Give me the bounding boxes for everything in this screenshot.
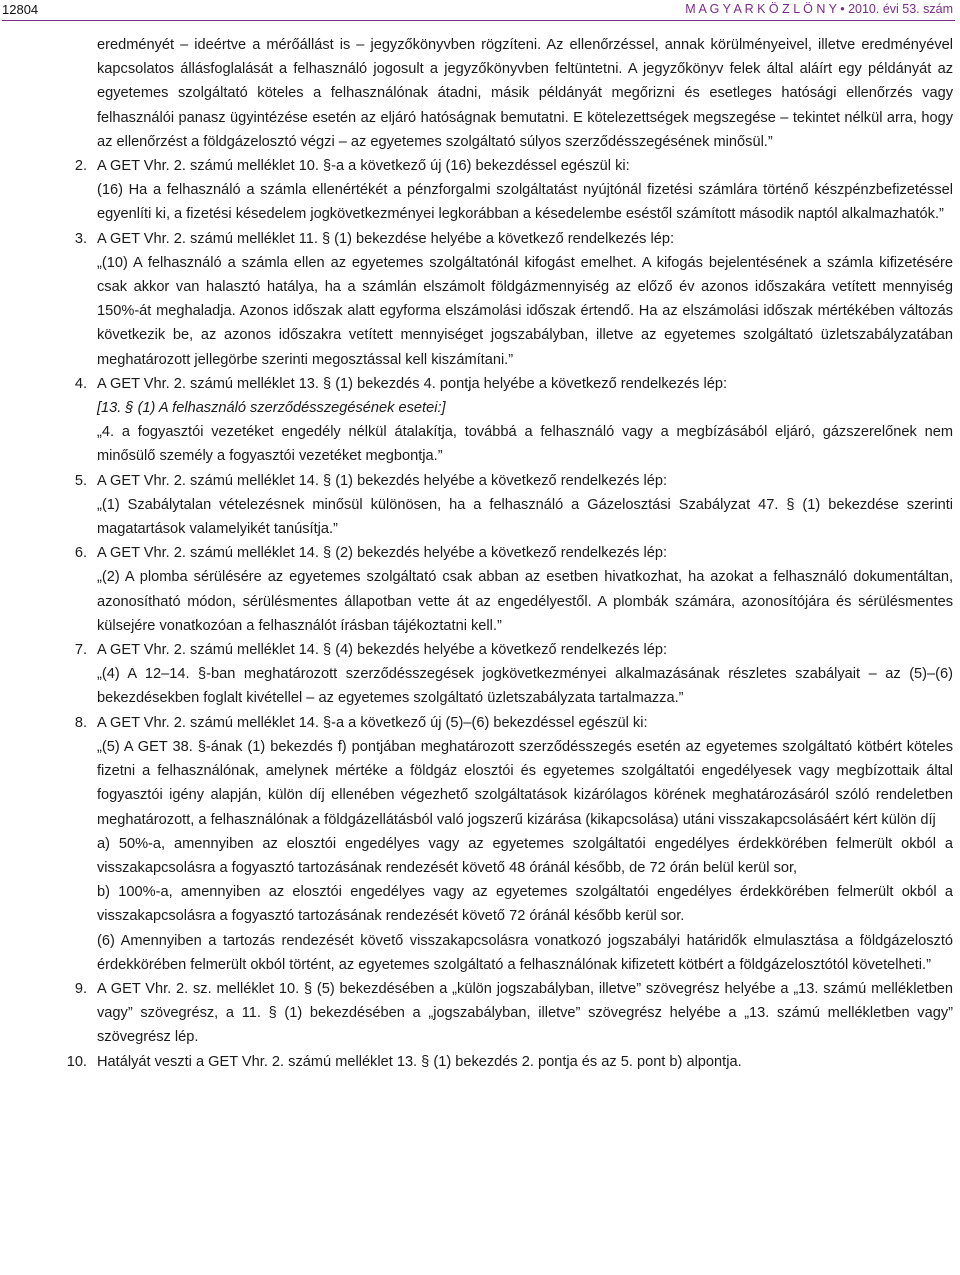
header-rule <box>2 20 955 21</box>
numbered-paragraph <box>74 154 953 178</box>
paragraph <box>97 493 953 541</box>
paragraph <box>97 420 953 468</box>
journal-title: M A G Y A R K Ö Z L Ö N Y • 2010. évi 53. szám <box>685 2 953 16</box>
paragraph-text: (16) Ha a felhasználó a számla ellenértékét a pénzforgalmi szolgáltatást nyújtónál fizetési számlára történő készpénzbefizetéssel egyenlíti ki, a fizetési késedelem jogkövetkezményei legkorábban a késedelembe eséstől számított második naptól alkalmazhatók.” <box>97 182 953 223</box>
paragraph-text: [13. § (1) A felhasználó szerződésszegésének esetei:] <box>97 400 446 417</box>
paragraph-text: A GET Vhr. 2. számú melléklet 11. § (1) bekezdése helyébe a következő rendelkezés lép: <box>97 230 675 247</box>
paragraph-text: A GET Vhr. 2. számú melléklet 14. § (2) bekezdés helyébe a következő rendelkezés lép: <box>97 545 668 562</box>
paragraph <box>97 33 953 154</box>
paragraph <box>97 565 953 638</box>
paragraph-number: 8. <box>74 714 87 731</box>
paragraph-text: „(1) Szabálytalan vételezésnek minősül különösen, ha a felhasználó a Gázelosztási Szabályzat 47. § (1) bekezdése szerinti magatartások valamelyikét tanúsítja.” <box>97 496 953 538</box>
numbered-paragraph <box>74 638 953 662</box>
numbered-paragraph <box>74 977 953 1050</box>
page-header <box>0 0 960 22</box>
document-body <box>0 33 960 1074</box>
paragraph-text: „4. a fogyasztói vezetéket engedély nélkül átalakítja, továbbá a felhasználó vagy a megbízásából eljáró, gázszerelőnek nem minősülő személy a fogyasztói vezetéket megbontja.” <box>97 424 953 465</box>
paragraph-number: 5. <box>74 472 87 489</box>
paragraph <box>97 662 953 710</box>
paragraph-text: (6) Amennyiben a tartozás rendezését követő visszakapcsolásra vonatkozó jogszabályi határidők elmulasztása a földgázelosztó érdekkörében felmerült okból történt, az egyetemes szolgáltató a felhasználónak kifizetett kötbért a földgázelosztótól követelheti.” <box>97 932 953 973</box>
paragraph-text: A GET Vhr. 2. sz. melléklet 10. § (5) bekezdésében a „külön jogszabályban, illetve” szövegrész helyébe a „13. számú mellékletben vagy” szövegrész, a 11. § (1) bekezdésében a „jogszabályban, illetve” szövegrész helyébe a „13. számú mellékletben vagy” szövegrész lép. <box>97 980 953 1046</box>
paragraph-text: A GET Vhr. 2. számú melléklet 14. § (1) bekezdés helyébe a következő rendelkezés lép: <box>97 472 668 489</box>
paragraph-text: A GET Vhr. 2. számú melléklet 13. § (1) bekezdés 4. pontja helyébe a következő rendelkezés lép: <box>97 375 728 392</box>
paragraph-text: Hatályát veszti a GET Vhr. 2. számú melléklet 13. § (1) bekezdés 2. pontja és az 5. pont b) alpontja. <box>97 1053 742 1070</box>
paragraph-number: 2. <box>74 158 87 175</box>
paragraph-number: 4. <box>74 375 87 392</box>
paragraph-number: 9. <box>74 980 87 997</box>
numbered-paragraph <box>74 711 953 735</box>
paragraph-text: „(10) A felhasználó a számla ellen az egyetemes szolgáltatónál kifogást emelhet. A kifogás bejelentésének a számla kifizetésére csak akkor van halasztó hatálya, ha a számlán elszámolt földgázmennyiség az előző év azonos időszakára vetített mennyiség 150%-át meghaladja. Azonos időszak alatt egyforma elszámolási időszak értendő. Ha az elszámolási időszak mértékében változás következik be, az azonos időszakra vetített mennyiséget jogszabályban, illetve az egyetemes szolgáltató üzletszabályzatában meghatározott jellegörbe szerinti megosztással kell kiszámítani.” <box>97 254 953 368</box>
paragraph-text: „(2) A plomba sérülésére az egyetemes szolgáltató csak abban az esetben hivatkozhat, ha azokat a felhasználó dokumentáltan, azonosítható módon, sérülésmentes állapotban vette át az engedélyestől. A plombák számára, azonosítójára és sérülésmentes külsejére vonatkozóan a felhasználót írásban tájékoztatni kell.” <box>97 569 953 634</box>
paragraph-text: a) 50%-a, amennyiben az elosztói engedélyes vagy az egyetemes szolgáltatói engedélyes érdekkörében felmerült okból a visszakapcsolásra a fogyasztó tartozásának rendezését követő 48 óránál később, de 72 órán belül kerül sor, <box>97 835 953 876</box>
paragraph-text: A GET Vhr. 2. számú melléklet 14. §-a a következő új (5)–(6) bekezdéssel egészül ki: <box>97 714 648 731</box>
page-number: 12804 <box>2 2 39 17</box>
paragraph-number: 10. <box>66 1053 87 1070</box>
paragraph-text: A GET Vhr. 2. számú melléklet 14. § (4) bekezdés helyébe a következő rendelkezés lép: <box>97 642 668 659</box>
paragraph-number: 3. <box>74 230 87 247</box>
paragraph-text: „(5) A GET 38. §-ának (1) bekezdés f) pontjában meghatározott szerződésszegés esetén az egyetemes szolgáltató kötbért köteles fizetni a felhasználónak, amelynek mértéke a földgáz elosztói és egyetemes szolgáltatói engedélyesek vagy megbízottaik által fogyasztói igény alapján, külön díj ellenében végezhető szolgáltatások kizárólagos körének meghatározásáról szóló rendeletben meghatározott, a felhasználónak a földgázellátásból való jogszerű kizárása (kikapcsolása) utáni visszakapcsolásáért kért külön díj <box>97 738 953 828</box>
paragraph <box>97 929 953 977</box>
paragraph-text: A GET Vhr. 2. számú melléklet 10. §-a a következő új (16) bekezdéssel egészül ki: <box>97 158 630 175</box>
numbered-paragraph <box>66 1050 953 1074</box>
paragraph-number: 6. <box>74 545 87 562</box>
paragraph <box>97 396 953 420</box>
paragraph <box>97 880 953 928</box>
paragraph-text: „(4) A 12–14. §-ban meghatározott szerződésszegések jogkövetkezményei alkalmazásának részletes szabályait – az (5)–(6) bekezdésekben foglalt kivétellel – az egyetemes szolgáltató üzletszabályzata tartalmazza.” <box>97 666 953 707</box>
paragraph-text: eredményét – ideértve a mérőállást is – jegyzőkönyvben rögzíteni. Az ellenőrzéssel, annak körülményeivel, illetve eredményével kapcsolatos állásfoglalását a felhasználó jogosult a jegyzőkönyvben feltüntetni. A jegyzőkönyv felek által aláírt egy példányát az egyetemes szolgáltató köteles a felhasználónak átadni, másik példányát megőrizni és esetleges hatósági ellenőrzés vagy felhasználói panasz ügyintézése esetén az eljáró hatóságnak bemutatni. E kötelezettségek megszegése – tekintet nélkül arra, hogy az ellenőrzést a földgázelosztó végzi – az egyetemes szolgáltató súlyos szerződésszegésének minősül.” <box>97 37 953 150</box>
numbered-paragraph <box>74 372 953 396</box>
paragraph <box>97 178 953 226</box>
numbered-paragraph <box>74 469 953 493</box>
numbered-paragraph <box>74 541 953 565</box>
numbered-paragraph <box>74 227 953 251</box>
paragraph-text: b) 100%-a, amennyiben az elosztói engedélyes vagy az egyetemes szolgáltatói engedélyes érdekkörében felmerült okból a visszakapcsolásra a fogyasztó tartozásának rendezését követő 72 óránál később kerül sor. <box>97 884 953 925</box>
paragraph <box>97 735 953 832</box>
paragraph-number: 7. <box>74 642 87 659</box>
paragraph <box>97 832 953 880</box>
paragraph <box>97 251 953 372</box>
